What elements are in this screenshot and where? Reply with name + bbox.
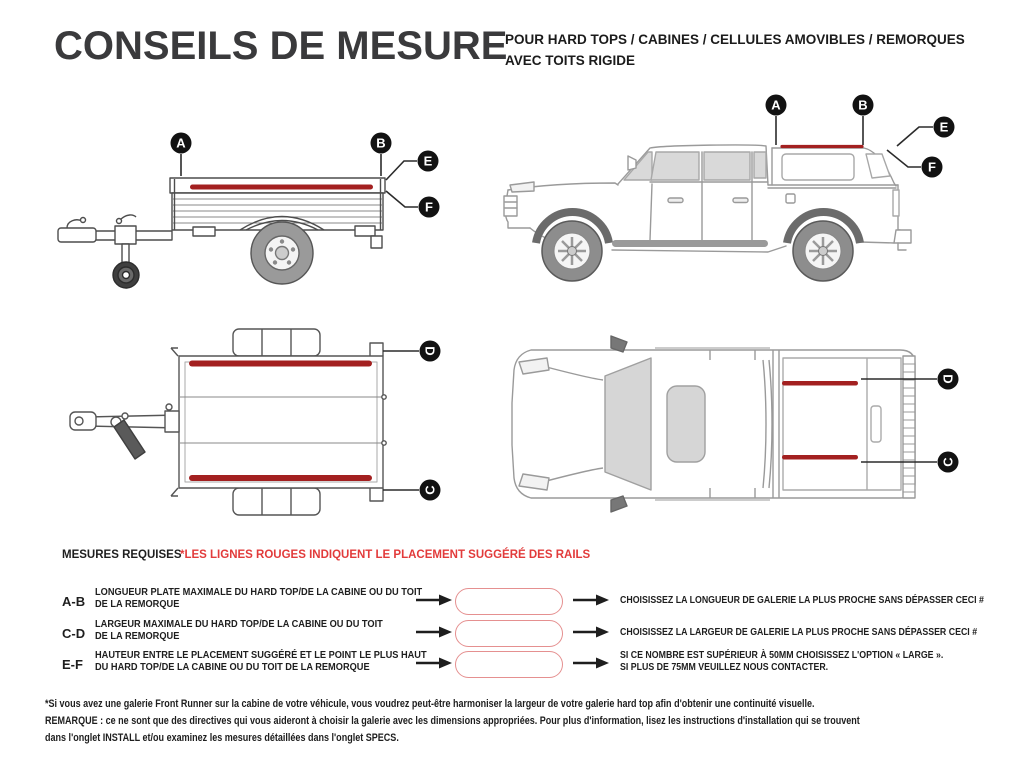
marker-d-letter: D <box>940 374 956 384</box>
trailer-tail-lamp <box>371 236 382 248</box>
marker-b-letter: B <box>858 97 868 113</box>
trailer-body-top <box>179 356 383 488</box>
trailer-fender-right <box>233 488 320 515</box>
row-ef-desc-line1: HAUTEUR ENTRE LE PLACEMENT SUGGÉRÉ ET LE POINT LE PLUS HAUT <box>95 649 427 661</box>
page-subtitle <box>505 30 965 72</box>
row-ef-result <box>620 650 1000 674</box>
suggested-rail-line-side <box>190 185 373 190</box>
front-door-window <box>651 152 699 180</box>
subtitle-line1: POUR HARD TOPS / CABINES / CELLULES AMOVIBLES / REMORQUES <box>505 32 965 47</box>
arrow-right-icon <box>416 594 452 606</box>
marker-e-letter: E <box>423 153 433 169</box>
arrow-right-icon <box>416 626 452 638</box>
footnote-line2: REMARQUE : ce ne sont que des directives qui vous aideront à choisir la galerie avec les dimensions appropriées. Pour plus d'information, lisez les instructions d'installation qui se trouvent <box>45 715 860 727</box>
row-ef-result-line1: SI CE NOMBRE EST SUPÉRIEUR À 50MM CHOISISSEZ L'OPTION « LARGE ». <box>620 650 944 661</box>
suggested-rail-top-2 <box>189 475 372 481</box>
marker-a-letter: A <box>771 97 781 113</box>
marker-f-letter: F <box>425 199 433 215</box>
trailer-top-view-diagram <box>65 315 465 525</box>
footnote-line3: dans l'onglet INSTALL et/ou examinez les mesures détaillées dans l'onglet SPECS. <box>45 732 399 744</box>
suggested-rail-bed-2 <box>782 455 858 460</box>
row-cd-description <box>95 619 425 642</box>
row-ef-result-line2: SI PLUS DE 75MM VEUILLEZ NOUS CONTACTER. <box>620 662 829 673</box>
measurement-blank-field-ef <box>455 651 563 678</box>
row-ef-description <box>95 650 425 673</box>
arrow-right-icon <box>573 594 609 606</box>
row-ef-key: E-F <box>62 657 83 672</box>
row-ab-desc-line1: LONGUEUR PLATE MAXIMALE DU HARD TOP/DE LA CABINE OU DU TOIT <box>95 586 423 598</box>
truck-top-markers <box>938 369 959 473</box>
measurements-heading: MESURES REQUISES <box>62 549 182 561</box>
row-ab-result <box>620 595 1000 607</box>
row-cd-result <box>620 627 1000 639</box>
sunroof <box>667 386 705 462</box>
marker-c-letter: C <box>422 485 438 495</box>
marker-b-letter: B <box>376 135 386 151</box>
footnote <box>45 696 1024 747</box>
marker-f-letter: F <box>928 159 936 175</box>
trailer-side-view-diagram <box>55 95 465 310</box>
page-title: CONSEILS DE MESURE <box>54 24 508 68</box>
trailer-fender-left <box>233 329 320 356</box>
row-cd-key: C-D <box>62 626 86 641</box>
truck-top-view-diagram <box>505 330 965 525</box>
measurement-blank-field-cd <box>455 620 563 647</box>
row-ab-key: A-B <box>62 594 86 609</box>
row-ab-desc-line2: DE LA REMORQUE <box>95 597 180 610</box>
marker-d-letter: D <box>422 346 438 356</box>
jockey-wheel-bracket <box>115 226 136 244</box>
truck-body-top <box>512 350 915 498</box>
rocker-step <box>612 240 768 247</box>
windshield-top <box>605 358 651 490</box>
marker-c-letter: C <box>940 457 956 467</box>
canopy-side-window <box>782 154 854 180</box>
suggested-rail-top-1 <box>189 361 372 367</box>
trailer-top-markers <box>420 341 441 501</box>
row-cd-desc-line2: DE LA REMORQUE <box>95 629 180 642</box>
measurement-blank-field-ab <box>455 588 563 615</box>
trailer-hitch-coupler <box>58 228 96 242</box>
rear-door-window <box>704 152 750 180</box>
marker-a-letter: A <box>176 135 186 151</box>
suggested-rail-bed-1 <box>782 381 858 386</box>
arrow-right-icon <box>416 657 452 669</box>
truck-side-view-diagram <box>500 90 965 290</box>
handbrake-lever <box>114 420 145 459</box>
row-ef-desc-line2: DU HARD TOP/DE LA CABINE OU DU TOIT DE LA REMORQUE <box>95 660 370 673</box>
row-ab-description <box>95 587 425 610</box>
arrow-right-icon <box>573 657 609 669</box>
marker-e-letter: E <box>939 119 949 135</box>
row-cd-result-line1: CHOISISSEZ LA LARGEUR DE GALERIE LA PLUS PROCHE SANS DÉPASSER CECI # <box>620 627 978 638</box>
footnote-line1: *Si vous avez une galerie Front Runner sur la cabine de votre véhicule, vous voudrez peut-être harmoniser la largeur de votre galerie hard top afin d'obtenir une continuité visuelle. <box>45 698 815 710</box>
subtitle-line2: AVEC TOITS RIGIDE <box>505 52 636 68</box>
red-rails-note: *LES LIGNES ROUGES INDIQUENT LE PLACEMENT SUGGÉRÉ DES RAILS <box>180 549 591 561</box>
row-cd-desc-line1: LARGEUR MAXIMALE DU HARD TOP/DE LA CABINE OU DU TOIT <box>95 618 383 630</box>
arrow-right-icon <box>573 626 609 638</box>
row-ab-result-line1: CHOISISSEZ LA LONGUEUR DE GALERIE LA PLUS PROCHE SANS DÉPASSER CECI # <box>620 595 984 606</box>
